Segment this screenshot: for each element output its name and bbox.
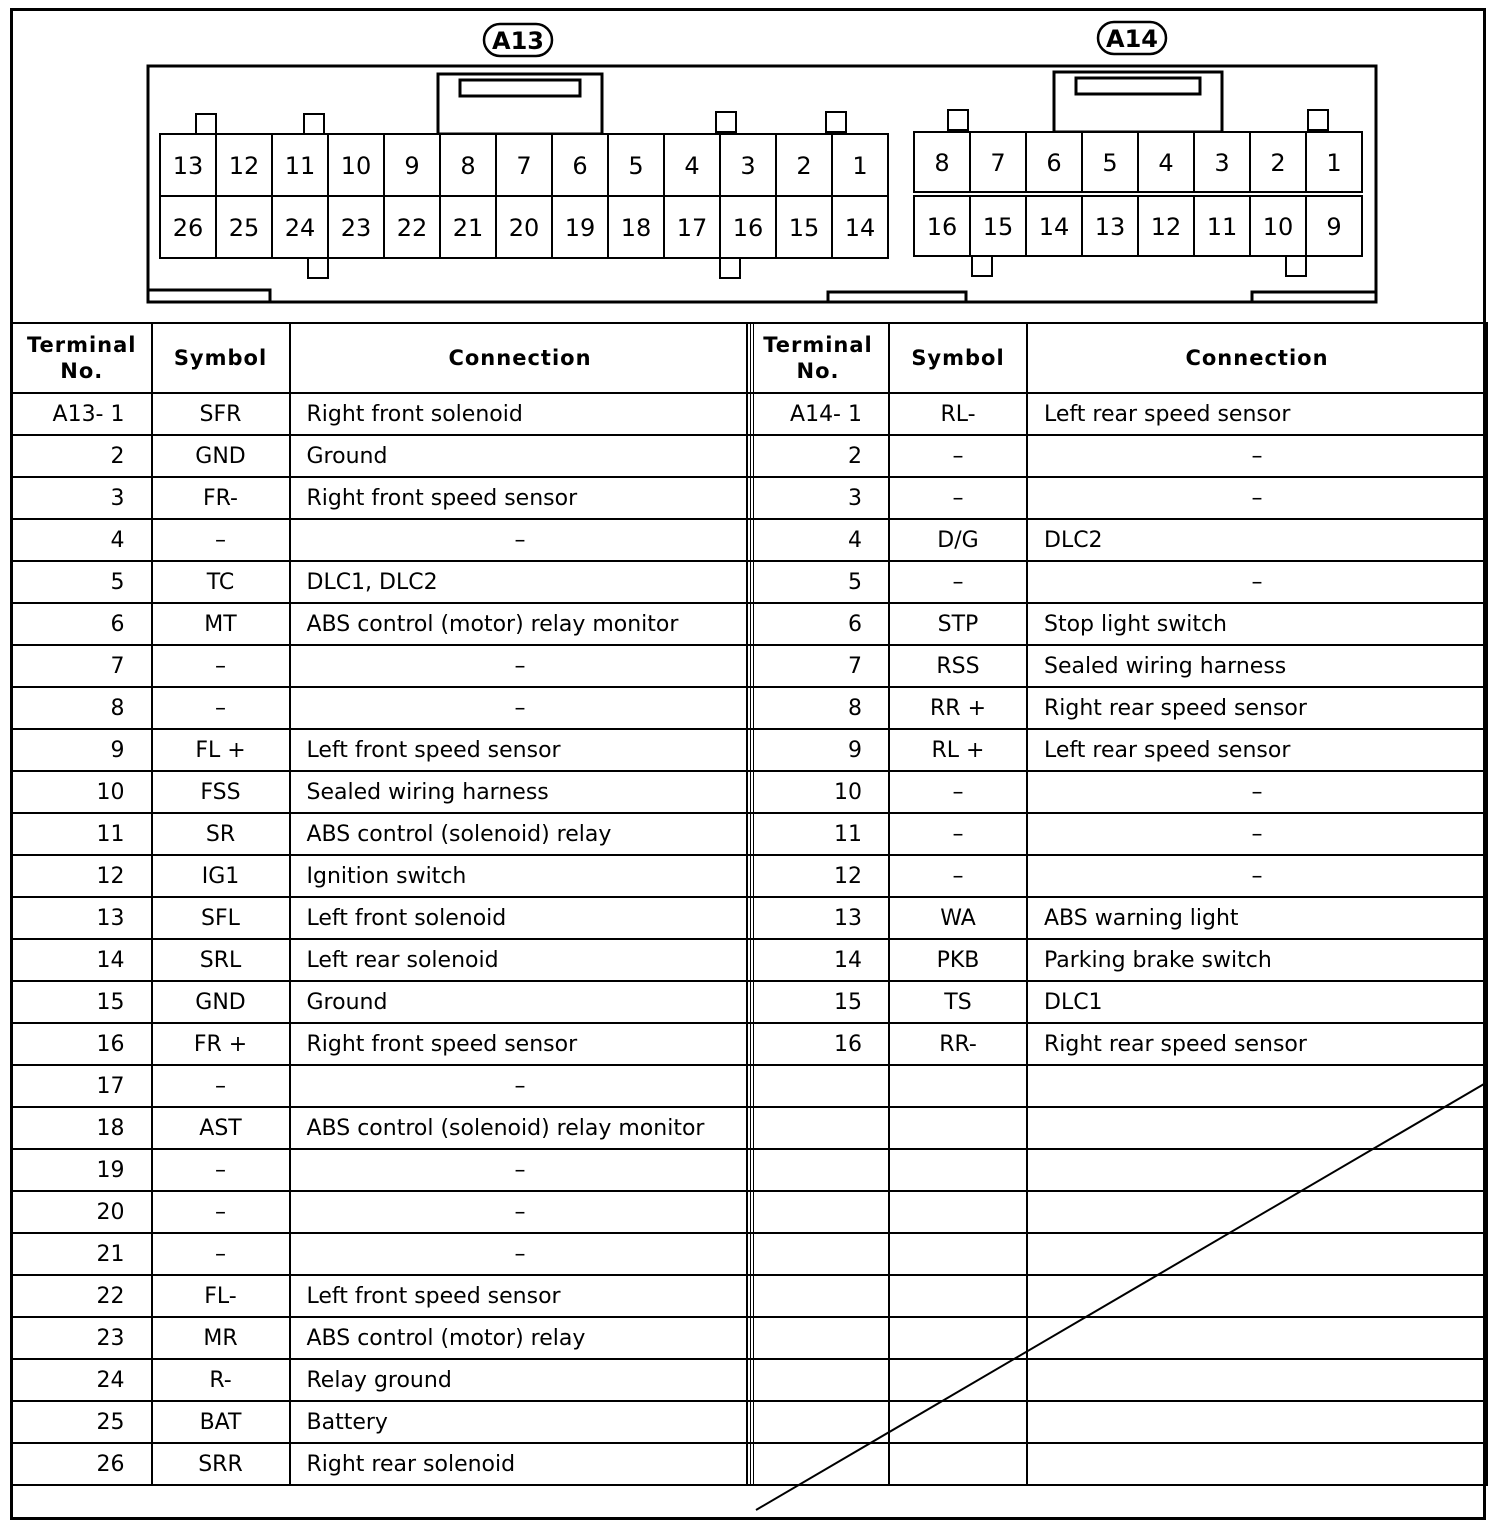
symbol-cell: GND [152,435,290,477]
pin-number: 7 [990,149,1006,177]
terminal-no-cell [747,1275,889,1317]
pin-number: 8 [934,149,950,177]
terminal-no-cell: 6 [12,603,152,645]
terminal-no-cell: 12 [747,855,889,897]
key-bump [972,256,992,276]
connection-cell: Right rear speed sensor [1027,1023,1487,1065]
table-row [12,855,752,897]
pin-number: 15 [982,213,1014,241]
symbol-cell: MR [152,1317,290,1359]
symbol-cell: SRL [152,939,290,981]
connection-cell: – [290,1149,752,1191]
connection-cell: Ground [290,981,752,1023]
connection-cell: – [290,1065,752,1107]
terminal-no-cell: 3 [747,477,889,519]
terminal-no-cell: 17 [12,1065,152,1107]
symbol-cell [889,1107,1027,1149]
connection-cell [1027,1359,1487,1401]
table-row [12,1317,752,1359]
pin-number: 20 [508,214,540,242]
pin-number: 12 [1150,213,1182,241]
terminal-no-cell: 5 [12,561,152,603]
terminal-no-header: Terminal No. [12,323,152,393]
terminal-no-cell: 7 [12,645,152,687]
symbol-cell: PKB [889,939,1027,981]
table-row [747,687,1487,729]
terminal-no-cell: 15 [747,981,889,1023]
table-row [747,645,1487,687]
table-row [12,519,752,561]
connection-cell: – [1027,855,1487,897]
connection-cell: – [1027,435,1487,477]
connection-cell [1027,1233,1487,1275]
pin-number: 10 [340,152,372,180]
symbol-cell: – [152,1191,290,1233]
key-bump [196,114,216,134]
pin-number: 14 [844,214,876,242]
terminal-no-cell: 19 [12,1149,152,1191]
key-bump [308,258,328,278]
table-row [747,939,1487,981]
a14-terminal-table [746,322,1488,1486]
pin-number: 22 [396,214,428,242]
table-row [747,1233,1487,1275]
terminal-no-cell: 26 [12,1443,152,1485]
terminal-no-cell: 13 [12,897,152,939]
symbol-cell: FL- [152,1275,290,1317]
table-row [747,519,1487,561]
connection-cell: ABS control (motor) relay [290,1317,752,1359]
table-row [747,1023,1487,1065]
table-row [12,771,752,813]
pin-number: 19 [564,214,596,242]
table-row [747,435,1487,477]
a13-header-row [12,323,752,393]
connection-cell: Right rear solenoid [290,1443,752,1485]
symbol-cell: RSS [889,645,1027,687]
table-row [12,1191,752,1233]
connection-cell [1027,1275,1487,1317]
symbol-cell: FR + [152,1023,290,1065]
terminal-no-cell: 24 [12,1359,152,1401]
connection-cell [1027,1317,1487,1359]
symbol-cell: RL- [889,393,1027,435]
symbol-cell [889,1233,1027,1275]
symbol-cell [889,1401,1027,1443]
symbol-cell: RR + [889,687,1027,729]
table-row [12,1401,752,1443]
connection-header: Connection [1027,323,1487,393]
connection-cell: – [290,645,752,687]
terminal-no-cell [747,1065,889,1107]
table-row [747,897,1487,939]
a14-latch [1054,72,1222,132]
symbol-cell: SR [152,813,290,855]
symbol-cell: WA [889,897,1027,939]
terminal-no-cell: 15 [12,981,152,1023]
terminal-no-cell: A13- 1 [12,393,152,435]
table-row [12,435,752,477]
terminal-no-cell: 7 [747,645,889,687]
table-row [747,771,1487,813]
pin-number: 1 [852,152,868,180]
symbol-cell: BAT [152,1401,290,1443]
pin-number: 16 [926,213,958,241]
a14-latch-slot [1076,78,1200,94]
pin-number: 26 [172,214,204,242]
symbol-cell: SFR [152,393,290,435]
table-row [12,1359,752,1401]
symbol-cell: TS [889,981,1027,1023]
pin-number: 23 [340,214,372,242]
symbol-cell: FSS [152,771,290,813]
table-row [12,1107,752,1149]
table-row [747,855,1487,897]
terminal-no-cell: A14- 1 [747,393,889,435]
pin-number: 11 [284,152,316,180]
terminal-no-cell: 4 [12,519,152,561]
symbol-cell: AST [152,1107,290,1149]
terminal-no-cell: 4 [747,519,889,561]
table-row [12,981,752,1023]
connection-cell: – [1027,813,1487,855]
connection-cell: – [1027,561,1487,603]
connection-cell: ABS control (solenoid) relay [290,813,752,855]
symbol-cell: D/G [889,519,1027,561]
connection-cell [1027,1065,1487,1107]
connector-diagrams [0,0,1504,322]
symbol-cell [889,1065,1027,1107]
symbol-cell: – [152,645,290,687]
table-row [12,561,752,603]
pin-number: 4 [684,152,700,180]
symbol-cell: – [889,855,1027,897]
connection-cell: Left rear speed sensor [1027,393,1487,435]
pin-number: 1 [1326,149,1342,177]
terminal-no-cell: 10 [12,771,152,813]
connection-cell: Parking brake switch [1027,939,1487,981]
connection-cell: Sealed wiring harness [290,771,752,813]
symbol-cell: – [889,561,1027,603]
connection-cell [1027,1191,1487,1233]
table-row [747,477,1487,519]
terminal-no-cell: 14 [747,939,889,981]
pin-number: 3 [1214,149,1230,177]
table-row [12,603,752,645]
pin-number: 15 [788,214,820,242]
connection-cell: Ground [290,435,752,477]
terminal-no-cell: 12 [12,855,152,897]
symbol-cell: – [152,1065,290,1107]
pin-number: 25 [228,214,260,242]
key-bump [720,258,740,278]
connection-cell: – [1027,771,1487,813]
connection-cell: Sealed wiring harness [1027,645,1487,687]
symbol-cell [889,1317,1027,1359]
terminal-no-header: Terminal No. [747,323,889,393]
connection-cell: Battery [290,1401,752,1443]
pin-number: 13 [172,152,204,180]
table-row [12,1023,752,1065]
table-row [12,687,752,729]
terminal-no-cell: 18 [12,1107,152,1149]
terminal-no-cell: 14 [12,939,152,981]
symbol-header: Symbol [152,323,290,393]
connection-cell: – [290,1233,752,1275]
pin-number: 2 [796,152,812,180]
terminal-no-cell [747,1401,889,1443]
pin-number: 7 [516,152,532,180]
connection-cell: – [290,687,752,729]
table-row [747,981,1487,1023]
pin-number: 10 [1262,213,1294,241]
table-row [12,813,752,855]
connection-cell: ABS warning light [1027,897,1487,939]
connection-cell [1027,1107,1487,1149]
table-row [747,1443,1487,1485]
table-row [12,393,752,435]
terminal-no-cell: 25 [12,1401,152,1443]
connection-cell: ABS control (solenoid) relay monitor [290,1107,752,1149]
connection-cell: Ignition switch [290,855,752,897]
terminal-no-cell: 22 [12,1275,152,1317]
symbol-cell [889,1149,1027,1191]
table-row [747,1401,1487,1443]
pin-number: 24 [284,214,316,242]
pin-number: 3 [740,152,756,180]
terminal-no-cell: 10 [747,771,889,813]
symbol-cell: MT [152,603,290,645]
terminal-no-cell [747,1107,889,1149]
table-row [747,603,1487,645]
a13-latch-slot [460,80,580,96]
terminal-no-cell: 23 [12,1317,152,1359]
symbol-cell: SRR [152,1443,290,1485]
symbol-cell [889,1359,1027,1401]
key-bump [716,112,736,132]
symbol-cell: – [152,519,290,561]
symbol-cell [889,1443,1027,1485]
pin-number: 9 [1326,213,1342,241]
symbol-cell: – [889,477,1027,519]
symbol-cell: – [889,771,1027,813]
table-row [747,561,1487,603]
pin-number: 5 [628,152,644,180]
pin-number: 11 [1206,213,1238,241]
symbol-cell: GND [152,981,290,1023]
connection-cell: Right rear speed sensor [1027,687,1487,729]
table-row [747,393,1487,435]
pin-number: 5 [1102,149,1118,177]
connection-cell: Relay ground [290,1359,752,1401]
pin-number: 9 [404,152,420,180]
pin-number: 18 [620,214,652,242]
connection-cell: Stop light switch [1027,603,1487,645]
a13-connector-label: A13 [492,27,544,55]
pin-number: 14 [1038,213,1070,241]
table-row [747,1317,1487,1359]
terminal-no-cell: 13 [747,897,889,939]
symbol-cell: R- [152,1359,290,1401]
table-row [747,1191,1487,1233]
table-row [12,729,752,771]
symbol-cell: – [889,435,1027,477]
connection-cell: DLC1 [1027,981,1487,1023]
symbol-cell: FR- [152,477,290,519]
pin-number: 8 [460,152,476,180]
terminal-no-cell: 9 [12,729,152,771]
table-row [747,1149,1487,1191]
connection-cell [1027,1401,1487,1443]
connection-cell: – [290,1191,752,1233]
key-bump [948,110,968,130]
connection-cell [1027,1443,1487,1485]
table-row [12,897,752,939]
key-bump [1286,256,1306,276]
table-row [12,645,752,687]
connection-cell: Left rear solenoid [290,939,752,981]
terminal-no-cell: 5 [747,561,889,603]
symbol-cell: – [152,687,290,729]
table-row [12,939,752,981]
connection-cell: ABS control (motor) relay monitor [290,603,752,645]
terminal-no-cell [747,1191,889,1233]
symbol-cell: SFL [152,897,290,939]
terminal-no-cell [747,1149,889,1191]
a14-connector-label: A14 [1106,25,1158,53]
table-row [747,1359,1487,1401]
pin-number: 4 [1158,149,1174,177]
terminal-no-cell: 21 [12,1233,152,1275]
pin-number: 17 [676,214,708,242]
symbol-cell: RL + [889,729,1027,771]
table-row [12,1233,752,1275]
table-row [12,1065,752,1107]
terminal-no-cell: 2 [12,435,152,477]
connection-cell: DLC2 [1027,519,1487,561]
symbol-cell [889,1191,1027,1233]
connection-cell: Left front speed sensor [290,729,752,771]
table-row [747,1065,1487,1107]
pin-number: 13 [1094,213,1126,241]
table-row [747,813,1487,855]
symbol-cell: IG1 [152,855,290,897]
connection-cell: Right front speed sensor [290,477,752,519]
table-row [12,1149,752,1191]
terminal-no-cell [747,1317,889,1359]
terminal-no-cell: 11 [747,813,889,855]
terminal-no-cell: 8 [747,687,889,729]
housing-ledge [148,290,270,302]
symbol-cell: – [152,1149,290,1191]
key-bump [304,114,324,134]
terminal-no-cell [747,1233,889,1275]
terminal-no-cell: 9 [747,729,889,771]
terminal-no-cell: 11 [12,813,152,855]
connection-cell [1027,1149,1487,1191]
connection-cell: Left front solenoid [290,897,752,939]
symbol-cell: STP [889,603,1027,645]
terminal-no-cell [747,1359,889,1401]
key-bump [826,112,846,132]
a13-terminal-table [10,322,754,1486]
connection-cell: – [1027,477,1487,519]
table-row [747,1275,1487,1317]
connection-cell: Left rear speed sensor [1027,729,1487,771]
symbol-cell: FL + [152,729,290,771]
connection-cell: Right front speed sensor [290,1023,752,1065]
table-row [12,477,752,519]
pin-number: 6 [1046,149,1062,177]
terminal-no-cell: 16 [747,1023,889,1065]
a13-latch [438,74,602,134]
symbol-cell [889,1275,1027,1317]
a14-header-row [747,323,1487,393]
terminal-no-cell: 6 [747,603,889,645]
symbol-cell: RR- [889,1023,1027,1065]
symbol-cell: – [889,813,1027,855]
table-row [747,729,1487,771]
terminal-no-cell: 2 [747,435,889,477]
pin-number: 6 [572,152,588,180]
pin-number: 12 [228,152,260,180]
terminal-no-cell: 3 [12,477,152,519]
terminal-no-cell: 16 [12,1023,152,1065]
terminal-no-cell: 20 [12,1191,152,1233]
connection-cell: DLC1, DLC2 [290,561,752,603]
terminal-no-cell [747,1443,889,1485]
pin-number: 2 [1270,149,1286,177]
table-row [12,1443,752,1485]
connection-cell: – [290,519,752,561]
connection-cell: Left front speed sensor [290,1275,752,1317]
pin-number: 21 [452,214,484,242]
table-row [747,1107,1487,1149]
symbol-cell: – [152,1233,290,1275]
connection-header: Connection [290,323,752,393]
connection-cell: Right front solenoid [290,393,752,435]
symbol-header: Symbol [889,323,1027,393]
pin-number: 16 [732,214,764,242]
table-row [12,1275,752,1317]
terminal-no-cell: 8 [12,687,152,729]
symbol-cell: TC [152,561,290,603]
key-bump [1308,110,1328,130]
